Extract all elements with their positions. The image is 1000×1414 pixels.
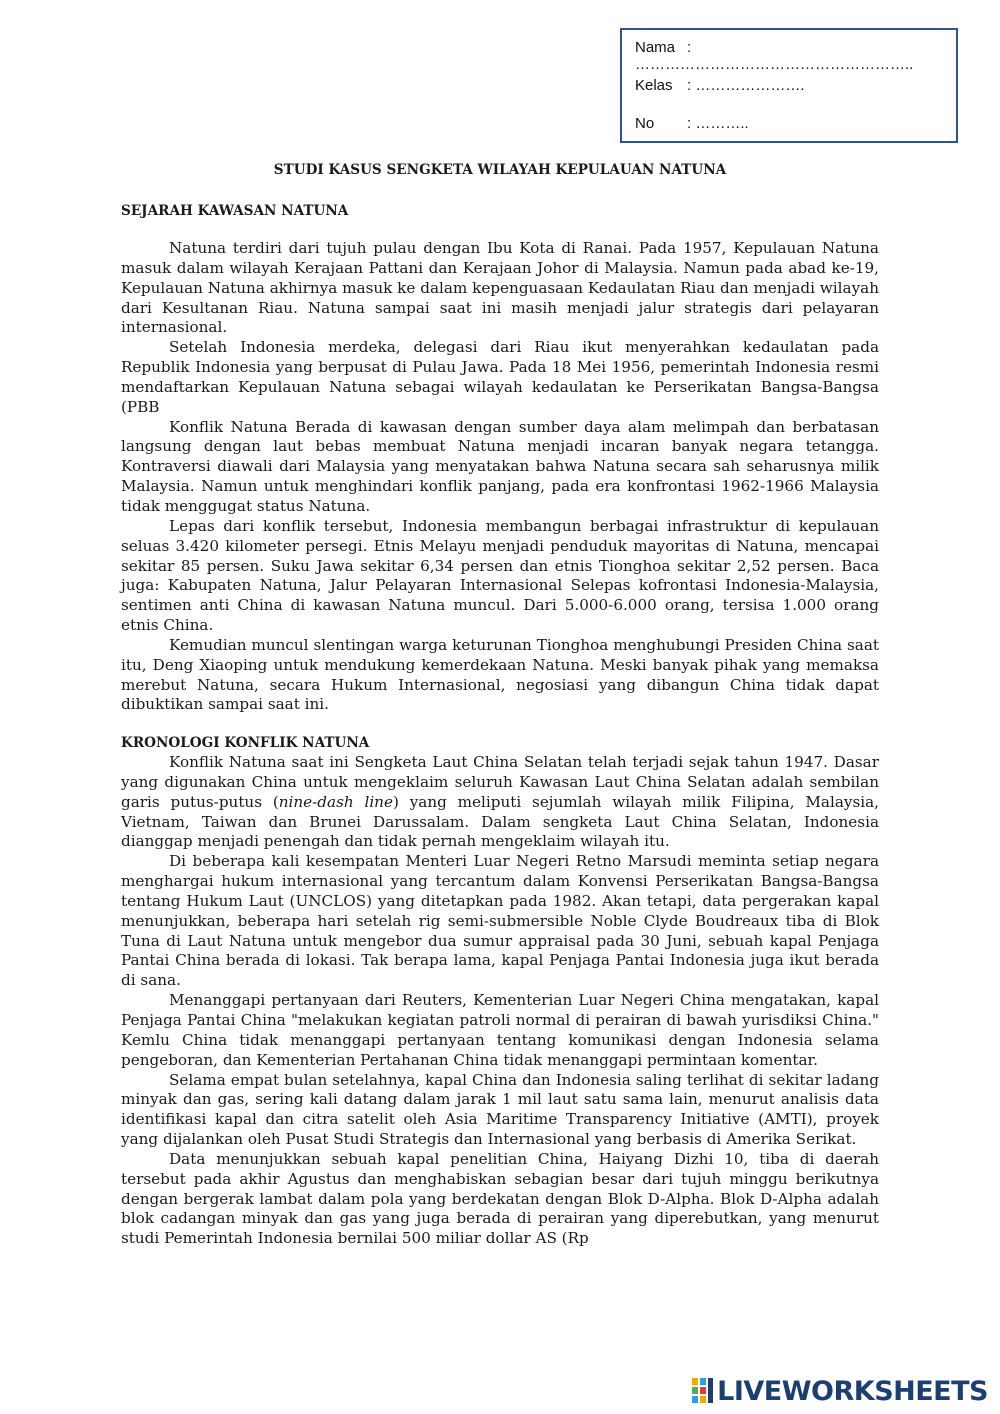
student-info-box: [620, 28, 958, 143]
class-field[interactable]: : ………………….: [687, 77, 805, 94]
name-label: Nama: [635, 39, 676, 56]
paragraph: Konflik Natuna Berada di kawasan dengan sumber daya alam melimpah dan berbatasan langsung dengan laut bebas membuat Natuna menjadi incaran banyak negara tetangga. Kontraversi diawali dari Malaysia yang menyatakan bahwa Natuna secara sah seharusnya milik Malaysia. Namun untuk menghindari konflik panjang, pada era konfrontasi 1962-1966 Malaysia tidak menggugat status Natuna.: [121, 417, 879, 515]
paragraph: Di beberapa kali kesempatan Menteri Luar Negeri Retno Marsudi meminta setiap negara menghargai hukum internasional yang tercantum dalam Konvensi Perserikatan Bangsa-Bangsa tentang Hukum Laut (UNCLOS) yang ditetapkan pada 1982. Akan tetapi, data pergerakan kapal menunjukkan, beberapa hari setelah rig semi-submersible Noble Clyde Boudreaux tiba di Blok Tuna di Laut Natuna untuk mengebor dua sumur appraisal pada 30 Juni, sebuah kapal Penjaga Pantai China berada di lokasi. Tak berapa lama, kapal Penjaga Pantai Indonesia juga ikut berada di sana.: [121, 852, 879, 990]
class-row: [635, 77, 805, 94]
section-heading-chronology: KRONOLOGI KONFLIK NATUNA: [121, 735, 370, 751]
liveworksheets-logo-icon: [692, 1378, 714, 1404]
paragraph: Natuna terdiri dari tujuh pulau dengan Ibu Kota di Ranai. Pada 1957, Kepulauan Natuna masuk dalam wilayah Kerajaan Pattani dan Kerajaan Johor di Malaysia. Namun pada abad ke-19, Kepulauan Natuna akhirnya masuk ke dalam kepenguasaan Kedaulatan Riau dan menjadi wilayah dari Kesultanan Riau. Natuna sampai saat ini masih menjadi jalur strategis dari pelayaran internasional.: [121, 239, 879, 337]
section-heading-history: SEJARAH KAWASAN NATUNA: [121, 203, 349, 219]
italic-term: nine-dash line: [278, 792, 393, 811]
paragraph: Setelah Indonesia merdeka, delegasi dari Riau ikut menyerahkan kedaulatan pada Republik Indonesia yang berpusat di Pulau Jawa. Pada 18 Mei 1956, pemerintah Indonesia resmi mendaftarkan Kepulauan Natuna sebagai wilayah kedaulatan ke Perserikatan Bangsa-Bangsa (PBB: [121, 338, 879, 416]
name-row: [635, 39, 956, 73]
paragraph: Selama empat bulan setelahnya, kapal China dan Indonesia saling terlihat di sekitar ladang minyak dan gas, sering kali datang dalam jarak 1 mil laut satu sama lain, menurut analisis data identifikasi kapal dan citra satelit oleh Asia Maritime Transparency Initiative (AMTI), proyek yang dijalankan oleh Pusat Studi Strategis dan Internasional yang berbasis di Amerika Serikat.: [121, 1070, 879, 1149]
paragraph: Lepas dari konflik tersebut, Indonesia membangun berbagai infrastruktur di kepulauan seluas 3.420 kilometer persegi. Etnis Melayu menjadi penduduk mayoritas di Natuna, mencapai sekitar 85 persen. Suku Jawa sekitar 6,34 persen dan etnis Tionghoa sekitar 2,52 persen. Baca juga: Kabupaten Natuna, Jalur Pelayaran Internasional Selepas kofrontasi Indonesia-Malaysia, sentimen anti China di kawasan Natuna muncul. Dari 5.000-6.000 orang, tersisa 1.000 orang etnis China.: [121, 516, 879, 635]
class-label: Kelas: [635, 77, 673, 94]
number-field[interactable]: : ………..: [687, 115, 749, 132]
paragraph: [121, 753, 879, 852]
section-body-chronology: [121, 753, 879, 1249]
number-label: No: [635, 115, 655, 132]
document-title: STUDI KASUS SENGKETA WILAYAH KEPULAUAN NATUNA: [273, 162, 727, 178]
liveworksheets-logo[interactable]: [692, 1374, 988, 1408]
paragraph: Data menunjukkan sebuah kapal penelitian China, Haiyang Dizhi 10, tiba di daerah tersebut pada akhir Agustus dan menghabiskan sebagian besar dari tujuh minggu berikutnya dengan bergerak lambat dalam pola yang berdekatan dengan Blok D-Alpha. Blok D-Alpha adalah blok cadangan minyak dan gas yang juga berada di perairan yang diperebutkan, yang menurut studi Pemerintah Indonesia bernilai 500 miliar dollar AS (Rp: [121, 1149, 879, 1248]
paragraph-text: ) yang meliputi sejumlah wilayah milik Filipina, Malaysia, Vietnam, Taiwan dan Brunei Darussalam. Dalam sengketa Laut China Selatan, Indonesia dianggap menjadi penengah dan tidak pernah mengeklaim wilayah itu.: [121, 792, 880, 851]
paragraph-text: Konflik Natuna saat ini Sengketa Laut China Selatan telah terjadi sejak tahun 1947. Dasar yang digunakan China untuk mengeklaim seluruh Kawasan Laut China Selatan adalah sembilan garis putus-putus (: [121, 753, 879, 811]
liveworksheets-logo-text: LIVEWORKSHEETS: [717, 1375, 988, 1407]
name-field[interactable]: : ………………………………………………..: [635, 39, 914, 73]
paragraph: Menanggapi pertanyaan dari Reuters, Kementerian Luar Negeri China mengatakan, kapal Penjaga Pantai China "melakukan kegiatan patroli normal di perairan di bawah yurisdiksi China." Kemlu China tidak menanggapi pertanyaan tentang komunikasi dengan Indonesia selama pengeboran, dan Kementerian Pertahanan China tidak menanggapi permintaan komentar.: [121, 991, 879, 1069]
paragraph: Kemudian muncul slentingan warga keturunan Tionghoa menghubungi Presiden China saat itu, Deng Xiaoping untuk mendukung kemerdekaan Natuna. Meski banyak pihak yang memaksa merebut Natuna, secara Hukum Internasional, negosiasi yang dibangun China tidak dapat dibuktikan sampai saat ini.: [121, 635, 879, 714]
section-body-history: [121, 239, 879, 715]
number-row: [635, 115, 749, 132]
